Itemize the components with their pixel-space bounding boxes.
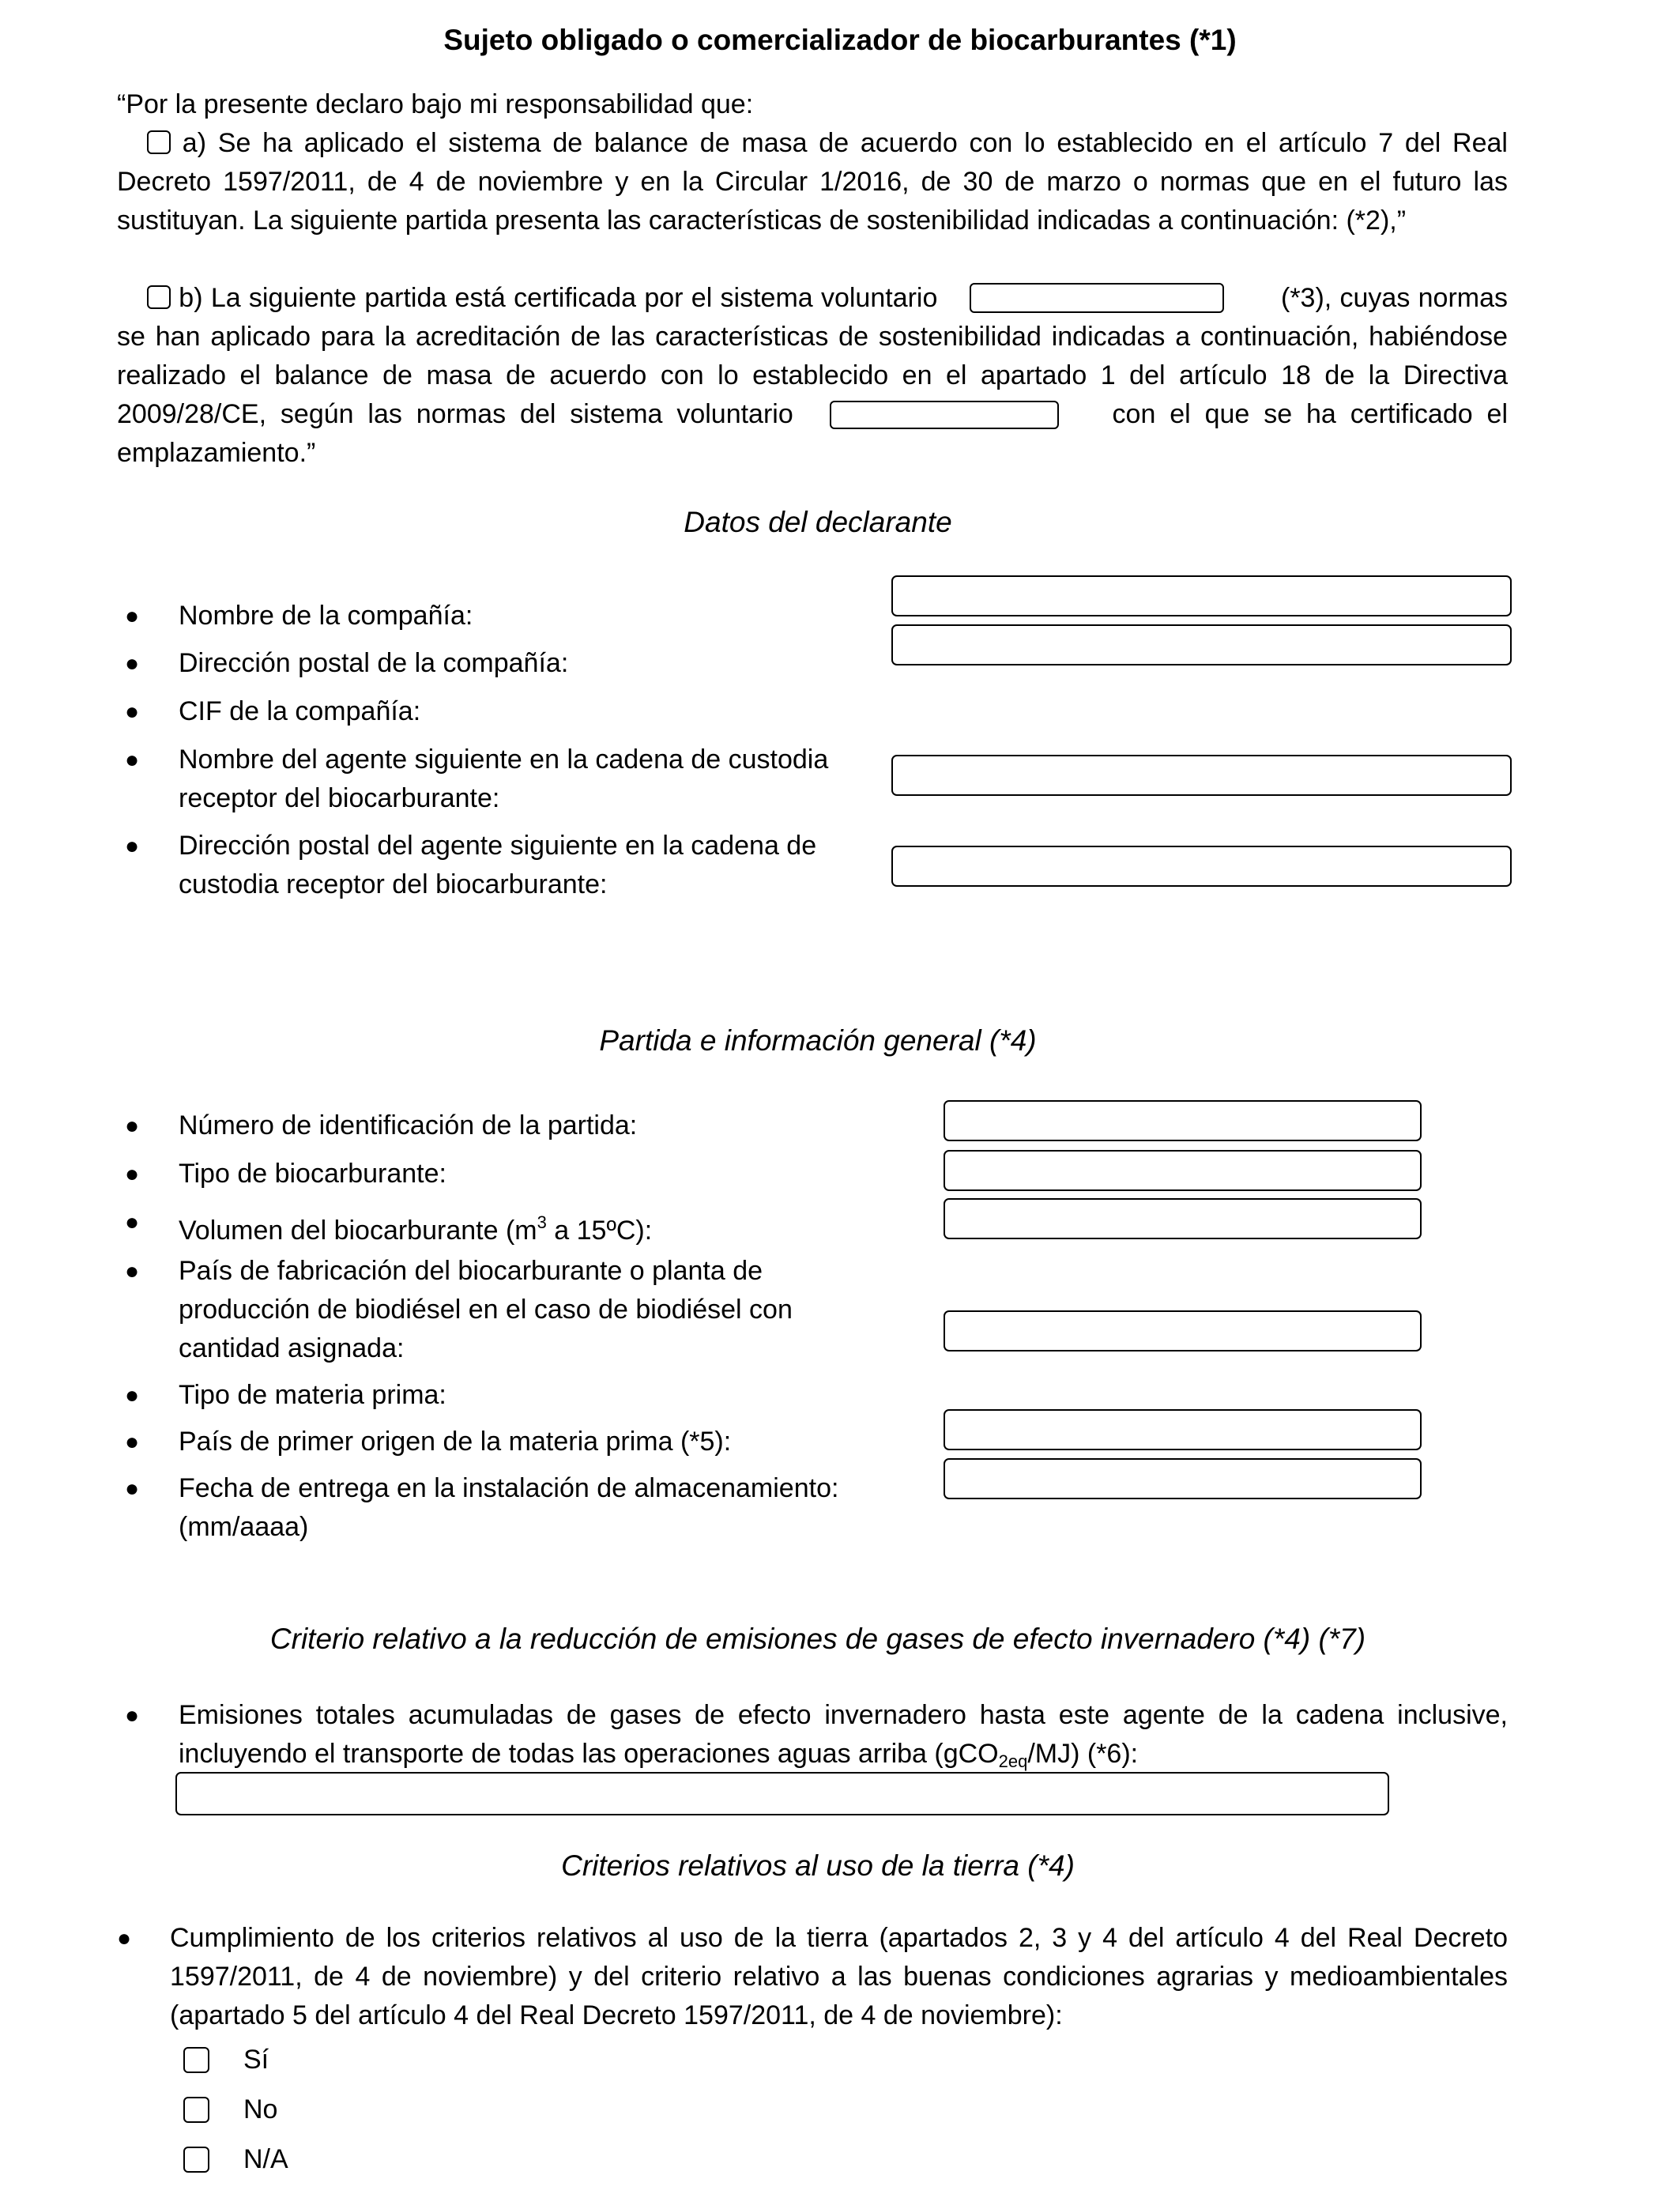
option-a-text: a) Se ha aplicado el sistema de balance de masa de acuerdo con lo establecido en el artículo 7 del Real Decreto 1597/2011, de 4 de noviembre y en la Circular 1/2016, de 30 de marzo o normas que en el futuro las sustituyan. La siguiente partida presenta las características de sostenibilidad indicadas a continuación: (*2),” [117, 128, 1508, 236]
bullet-icon: ● [125, 650, 140, 677]
declaration-intro: “Por la presente declaro bajo mi responsabilidad que: [117, 89, 754, 119]
na-checkbox[interactable] [183, 2147, 209, 2173]
na-label: N/A [243, 2144, 288, 2174]
land-use-section-title: Criterios relativos al uso de la tierra (*4) [561, 1849, 1075, 1882]
bullet-icon: ● [125, 699, 140, 725]
bullet-icon: ● [125, 603, 140, 629]
land-use-text: Cumplimiento de los criterios relativos al uso de la tierra (apartados 2, 3 y 4 del artículo 4 del Real Decreto 1597/2011, de 4 de noviembre) y del criterio relativo a las buenas condiciones agrarias y medioambientales (apartado 5 del artículo 4 del Real Decreto 1597/2011, de 4 de noviembre): [170, 1923, 1508, 2030]
company-address-field[interactable] [891, 624, 1512, 665]
yes-label: Sí [243, 2045, 269, 2075]
bullet-icon: ● [125, 833, 140, 859]
land-use-option-na[interactable] [183, 2147, 209, 2174]
delivery-date-field[interactable] [944, 1458, 1422, 1499]
feedstock-origin-label: País de primer origen de la materia prima (*5): [179, 1427, 732, 1457]
page-title: Sujeto obligado o comercializador de biocarburantes (*1) [443, 24, 1237, 56]
bullet-icon: ● [117, 1925, 132, 1951]
biofuel-type-field[interactable] [944, 1150, 1422, 1191]
bullet-icon: ● [125, 1476, 140, 1502]
bullet-icon: ● [125, 1113, 140, 1139]
next-agent-address-label: Dirección postal del agente siguiente en la cadena de custodia receptor del biocarburante: [179, 831, 817, 899]
declaration-option-b [117, 279, 1508, 473]
biofuel-volume-label [179, 1203, 921, 1250]
emissions-text-1: Emisiones totales acumuladas de gases de efecto invernadero hasta este agente de la cadena inclusive, incluyendo el transporte de todas las operaciones aguas arriba (gCO [179, 1700, 1508, 1769]
yes-checkbox[interactable] [183, 2047, 209, 2073]
company-name-label: Nombre de la compañía: [179, 601, 473, 631]
emissions-text-2: /MJ) (*6): [1027, 1739, 1139, 1769]
biofuel-volume-label-text-2: a 15ºC): [546, 1216, 653, 1246]
cubic-superscript: 3 [537, 1212, 547, 1232]
company-cif-label: CIF de la compañía: [179, 696, 421, 726]
next-agent-name-field[interactable] [891, 755, 1512, 796]
co2eq-subscript: 2eq [998, 1751, 1028, 1771]
option-b-text-1: b) La siguiente partida está certificada por el sistema voluntario [179, 283, 938, 313]
emissions-field[interactable] [175, 1772, 1389, 1815]
batch-id-field[interactable] [944, 1100, 1422, 1141]
declarant-section-title: Datos del declarante [684, 506, 952, 538]
declaration-option-a [117, 124, 1508, 240]
emissions-section-title: Criterio relativo a la reducción de emisiones de gases de efecto invernadero (*4) (*7) [269, 1623, 1366, 1655]
biofuel-type-label: Tipo de biocarburante: [179, 1159, 446, 1189]
bullet-icon: ● [125, 1382, 140, 1408]
biofuel-volume-label-text: Volumen del biocarburante (m [179, 1216, 537, 1246]
emissions-text [179, 1696, 1508, 1781]
company-name-field[interactable] [891, 575, 1512, 616]
feedstock-type-label: Tipo de materia prima: [179, 1380, 446, 1410]
option-a-checkbox[interactable] [147, 130, 171, 154]
production-country-field[interactable] [944, 1310, 1422, 1351]
option-b-checkbox[interactable] [147, 285, 171, 309]
biofuel-volume-field[interactable] [944, 1198, 1422, 1239]
bullet-icon: ● [125, 1209, 140, 1235]
voluntary-scheme-field-2[interactable] [830, 401, 1059, 429]
feedstock-origin-field[interactable] [944, 1409, 1422, 1450]
delivery-date-label: Fecha de entrega en la instalación de almacenamiento: (mm/aaaa) [179, 1473, 839, 1542]
option-b-text-2: (*3), cuyas normas se han aplicado para la acreditación de las características de sostenibilidad indicadas a continuación, habiéndose realizado el balance de masa de acuerdo con lo establecido en el apartado 1 del artículo 18 de la Directiva 2009/28/CE, según las normas del sistema voluntario [117, 283, 1508, 429]
bullet-icon: ● [125, 1258, 140, 1284]
bullet-icon: ● [125, 1161, 140, 1187]
production-country-label: País de fabricación del biocarburante o planta de producción de biodiésel en el caso de biodiésel con cantidad asignada: [179, 1256, 793, 1363]
land-use-option-yes[interactable] [183, 2047, 209, 2075]
voluntary-scheme-field-1[interactable] [970, 283, 1224, 313]
no-label: No [243, 2094, 278, 2124]
batch-id-label: Número de identificación de la partida: [179, 1110, 638, 1140]
option-b-text-3: con el que se ha certificado el emplazamiento.” [117, 399, 1508, 468]
next-agent-name-label: Nombre del agente siguiente en la cadena de custodia receptor del biocarburante: [179, 745, 829, 813]
bullet-icon: ● [125, 1702, 140, 1728]
no-checkbox[interactable] [183, 2097, 209, 2123]
company-address-label: Dirección postal de la compañía: [179, 648, 569, 678]
batch-section-title: Partida e información general (*4) [599, 1024, 1037, 1057]
bullet-icon: ● [125, 1429, 140, 1455]
land-use-option-no[interactable] [183, 2097, 209, 2124]
bullet-icon: ● [125, 747, 140, 773]
next-agent-address-field[interactable] [891, 846, 1512, 887]
